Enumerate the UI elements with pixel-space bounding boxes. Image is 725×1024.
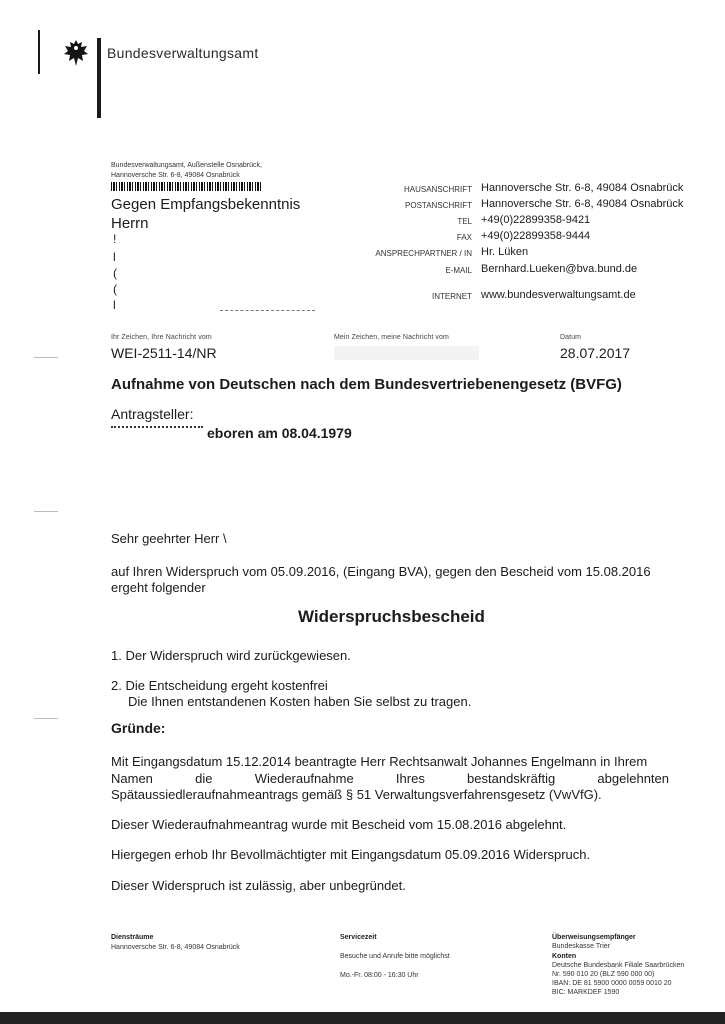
margin-rule (38, 30, 40, 74)
contact-label-tel: TEL (457, 217, 472, 226)
reasons-para-3: Hiergegen erhob Ihr Bevollmächtigter mit Eingangsdatum 05.09.2016 Widerspruch. (111, 847, 591, 862)
address-window-line (220, 310, 315, 311)
contact-value-house: Hannoversche Str. 6-8, 49084 Osnabrück (481, 182, 684, 194)
salutation: Sehr geehrter Herr \ (111, 531, 227, 546)
subject-title: Aufnahme von Deutschen nach dem Bundesvertriebenengesetz (BVFG) (111, 376, 622, 393)
your-ref-label: Ihr Zeichen, Ihre Nachricht vom (111, 334, 212, 341)
recipient-mark-3: ( (113, 266, 117, 280)
contact-label-person: ANSPRECHPARTNER / IN (375, 249, 472, 258)
fold-mark-2 (34, 511, 58, 512)
agency-name: Bundesverwaltungsamt (107, 45, 259, 61)
recipient-mark-1: ! (113, 232, 117, 246)
applicant-label: Antragsteller: (111, 406, 194, 422)
decision-item-1: 1. Der Widerspruch wird zurückgewiesen. (111, 648, 351, 663)
reasons-para-4: Dieser Widerspruch ist zulässig, aber unbegründet. (111, 878, 406, 893)
footer-bank-line-1: Deutsche Bundesbank Filiale Saarbrücken (552, 962, 685, 969)
your-ref-value: WEI-2511-14/NR (111, 345, 217, 361)
reasons-para-1-line-2: Namen die Wiederaufnahme Ihres bestandskräftig abgelehnten (111, 771, 669, 786)
postal-barcode (111, 182, 263, 191)
my-ref-label: Mein Zeichen, meine Nachricht vom (334, 334, 449, 341)
footer-bank-line-3: IBAN: DE 81 5900 0000 0059 0010 20 (552, 980, 672, 987)
recipient-salutation: Herrn (111, 215, 149, 232)
footer-bank-line-4: BIC: MARKDEF 1590 (552, 989, 620, 996)
contact-value-person: Hr. Lüken (481, 246, 529, 258)
contact-value-post: Hannoversche Str. 6-8, 49084 Osnabrück (481, 198, 684, 210)
date-value: 28.07.2017 (560, 345, 631, 361)
applicant-birthdate: eboren am 08.04.1979 (207, 425, 352, 441)
scan-bottom-edge (0, 1012, 725, 1024)
contact-value-email: Bernhard.Lueken@bva.bund.de (481, 263, 638, 275)
decision-item-2-line-1: 2. Die Entscheidung ergeht kostenfrei (111, 678, 328, 693)
footer-service-text-2: Mo.-Fr. 08:00 - 16:30 Uhr (340, 972, 419, 979)
sender-line-1: Bundesverwaltungsamt, Außenstelle Osnabrück, (111, 162, 262, 169)
contact-label-email: E-MAIL (445, 266, 472, 275)
date-label: Datum (560, 334, 582, 341)
footer-service-text-1: Besuche und Anrufe bitte möglichst (340, 953, 450, 960)
recipient-mark-5: l (113, 298, 116, 312)
delivery-note: Gegen Empfangsbekenntnis (111, 196, 301, 213)
footer-accounts-heading: Konten (552, 953, 577, 960)
contact-value-web: www.bundesverwaltungsamt.de (481, 289, 636, 301)
federal-eagle-logo (63, 38, 89, 68)
decision-item-2-line-2: Die Ihnen entstandenen Kosten haben Sie selbst zu tragen. (128, 694, 472, 709)
contact-label-fax: FAX (456, 233, 472, 242)
footer-bank-line-2: Nr. 590 010 20 (BLZ 590 000 00) (552, 971, 655, 978)
footer-office-text: Hannoversche Str. 6-8, 49084 Osnabrück (111, 944, 240, 951)
reasons-para-2: Dieser Wiederaufnahmeantrag wurde mit Bescheid vom 15.08.2016 abgelehnt. (111, 817, 567, 832)
reasons-para-1-line-1: Mit Eingangsdatum 15.12.2014 beantragte Herr Rechtsanwalt Johannes Engelmann in Ihrem (111, 754, 648, 769)
contact-label-post: POSTANSCHRIFT (405, 201, 472, 210)
header-divider (97, 38, 101, 118)
footer-service-heading: Servicezeit (340, 934, 377, 941)
footer-bank-recipient: Bundeskasse Trier (552, 943, 610, 950)
contact-label-web: INTERNET (432, 292, 472, 301)
recipient-mark-4: ( (113, 282, 117, 296)
my-ref-value-redacted (334, 346, 479, 360)
intro-line-1: auf Ihren Widerspruch vom 05.09.2016, (Eingang BVA), gegen den Bescheid vom 15.08.2016 (111, 564, 651, 579)
contact-value-fax: +49(0)22899358-9444 (481, 230, 591, 242)
footer-bank-heading: Überweisungsempfänger (552, 934, 636, 941)
sender-line-2: Hannoversche Str. 6-8, 49084 Osnabrück (111, 172, 240, 179)
contact-label-house: HAUSANSCHRIFT (403, 185, 472, 194)
applicant-name-redacted (111, 426, 203, 432)
fold-mark-1 (34, 357, 58, 358)
contact-value-tel: +49(0)22899358-9421 (481, 214, 591, 226)
footer-office-heading: Diensträume (111, 934, 154, 941)
intro-line-2: ergeht folgender (111, 580, 206, 595)
reasons-para-1-line-3: Spätaussiedleraufnahmeantrags gemäß § 51 Verwaltungsverfahrensgesetz (VwVfG). (111, 787, 602, 802)
reasons-heading: Gründe: (111, 720, 166, 736)
fold-mark-3 (34, 718, 58, 719)
recipient-mark-2: l (113, 250, 116, 264)
decision-title: Widerspruchsbescheid (298, 607, 485, 626)
